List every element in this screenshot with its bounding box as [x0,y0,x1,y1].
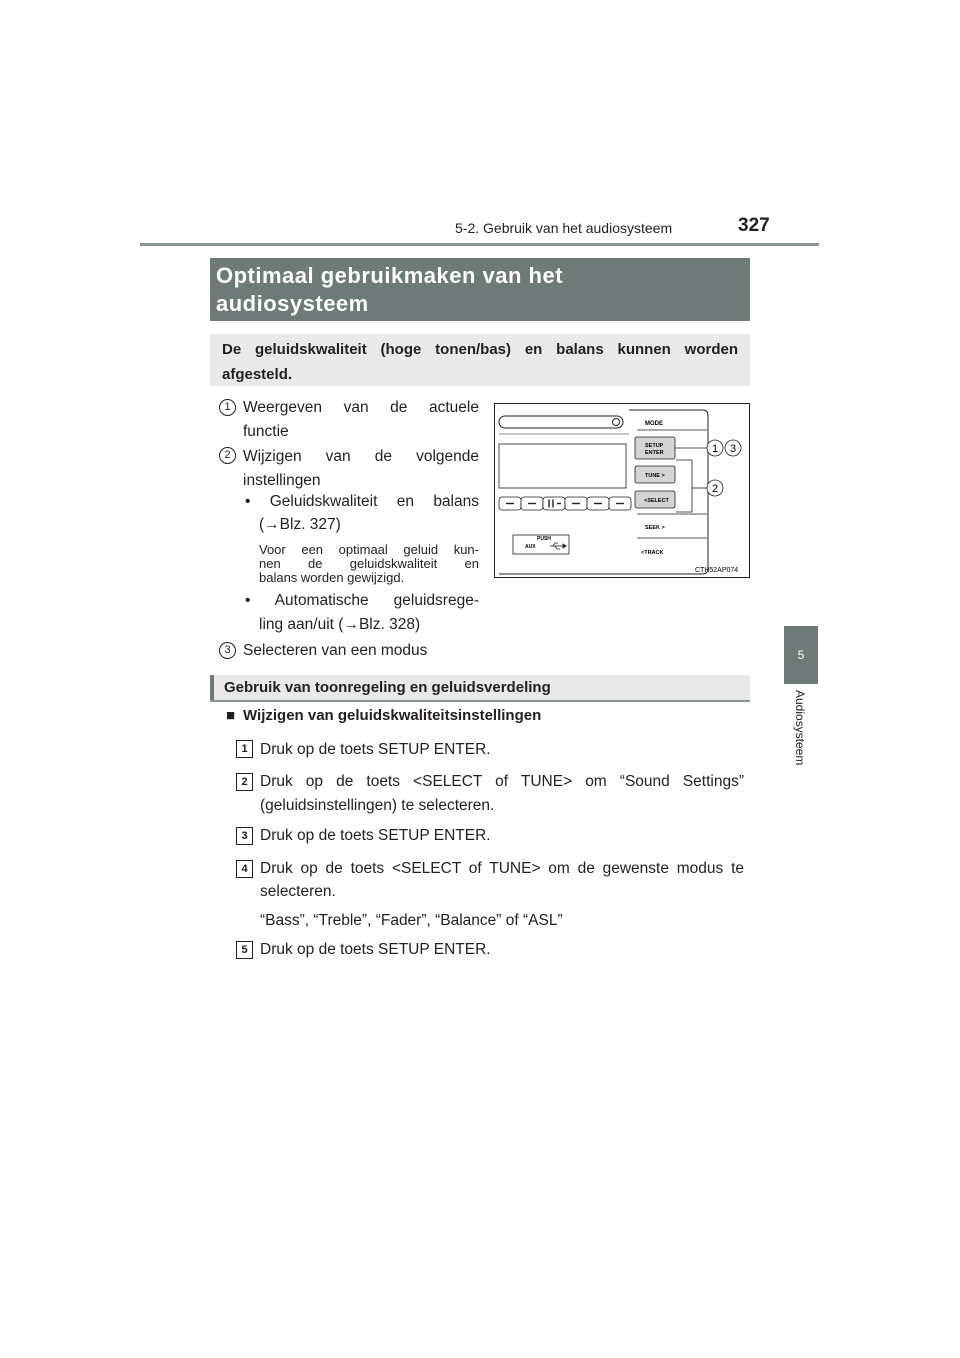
push-label: PUSH [537,536,551,542]
step-1-text: Druk op de toets SETUP ENTER. [260,741,491,758]
step-2-line-2: (geluidsinstellingen) te selecteren. [260,797,495,814]
eject-icon [613,419,620,426]
item-1-line-1: Weergeven van de actuele [243,399,479,416]
bullet-1-line-1: • Geluidskwaliteit en balans [245,493,479,510]
step-number-4: 4 [236,860,253,878]
item-number-2: 2 [219,447,236,464]
cd-slot [499,416,623,428]
step-5-text: Druk op de toets SETUP ENTER. [260,941,491,958]
note-line-2: nen de geluidskwaliteit en [259,556,479,571]
callout-2: 2 [712,483,719,495]
subsection-bar [210,675,214,700]
note-line-3: balans worden gewijzigd. [259,570,405,585]
callout-3: 3 [730,443,737,455]
step-4-line-2: selecteren. [260,883,336,900]
section-header: 5-2. Gebruik van het audiosysteem [455,220,673,236]
item-number-1: 1 [219,399,236,416]
aux-label: AUX [525,544,536,550]
svg-text:ENTER: ENTER [645,450,664,456]
figure-code: CTH52AP074 [695,567,739,574]
svg-text:<SELECT: <SELECT [644,498,669,504]
procedure-heading: Wijzigen van geluidskwaliteitsinstellingen [243,707,542,724]
subsection-rule [210,700,750,702]
svg-text:SETUP: SETUP [645,443,664,449]
step-4-line-1: Druk op de toets <SELECT of TUNE> om de gewenste modus te [260,860,744,877]
mode-button: MODE [645,421,663,427]
callout-1: 1 [712,443,719,455]
chapter-label [760,690,840,810]
title-line-2: audiosysteem [216,291,369,316]
bullet-2-line-2: ling aan/uit (→Blz. 328) [259,616,421,633]
title-line-1: Optimaal gebruikmaken van het [216,263,564,288]
step-2-line-1: Druk op de toets <SELECT of TUNE> om “Sound Settings” [260,773,744,790]
step-number-1: 1 [236,740,253,758]
options-text: “Bass”, “Treble”, “Fader”, “Balance” of “ASL” [260,912,563,929]
subsection-heading: Gebruik van toonregeling en geluidsverdeling [210,675,750,700]
audio-panel-illustration [495,404,749,577]
bullet-1-line-2: (→Blz. 327) [259,516,341,533]
track-button: <TRACK [641,550,664,556]
item-2-line-1: Wijzigen van de volgende [243,448,479,465]
item-1-line-2: functie [243,423,289,440]
page-title [210,258,750,321]
note-line-1: Voor een optimaal geluid kun- [259,542,479,557]
audio-panel-figure [494,403,750,578]
step-number-2: 2 [236,773,253,791]
item-3-text: Selecteren van een modus [243,642,428,659]
page-number: 327 [738,215,770,236]
intro-box: De geluidskwaliteit (hoge tonen/bas) en balans kunnen worden afgesteld. [210,334,750,386]
square-bullet: ■ [226,707,236,724]
chapter-tab: 5 [784,626,818,684]
header-rule [140,243,819,246]
step-number-3: 3 [236,827,253,845]
item-2-line-2: instellingen [243,472,321,489]
item-number-3: 3 [219,642,236,659]
preset-buttons [499,497,631,510]
step-3-text: Druk op de toets SETUP ENTER. [260,827,491,844]
seek-button: SEEK > [645,525,665,531]
display-screen [499,444,626,488]
svg-text:TUNE >: TUNE > [645,473,665,479]
chapter-label-text: Audiosysteem [793,690,807,766]
bullet-2-line-1: • Automatische geluidsrege- [245,592,479,609]
step-number-5: 5 [236,941,253,959]
